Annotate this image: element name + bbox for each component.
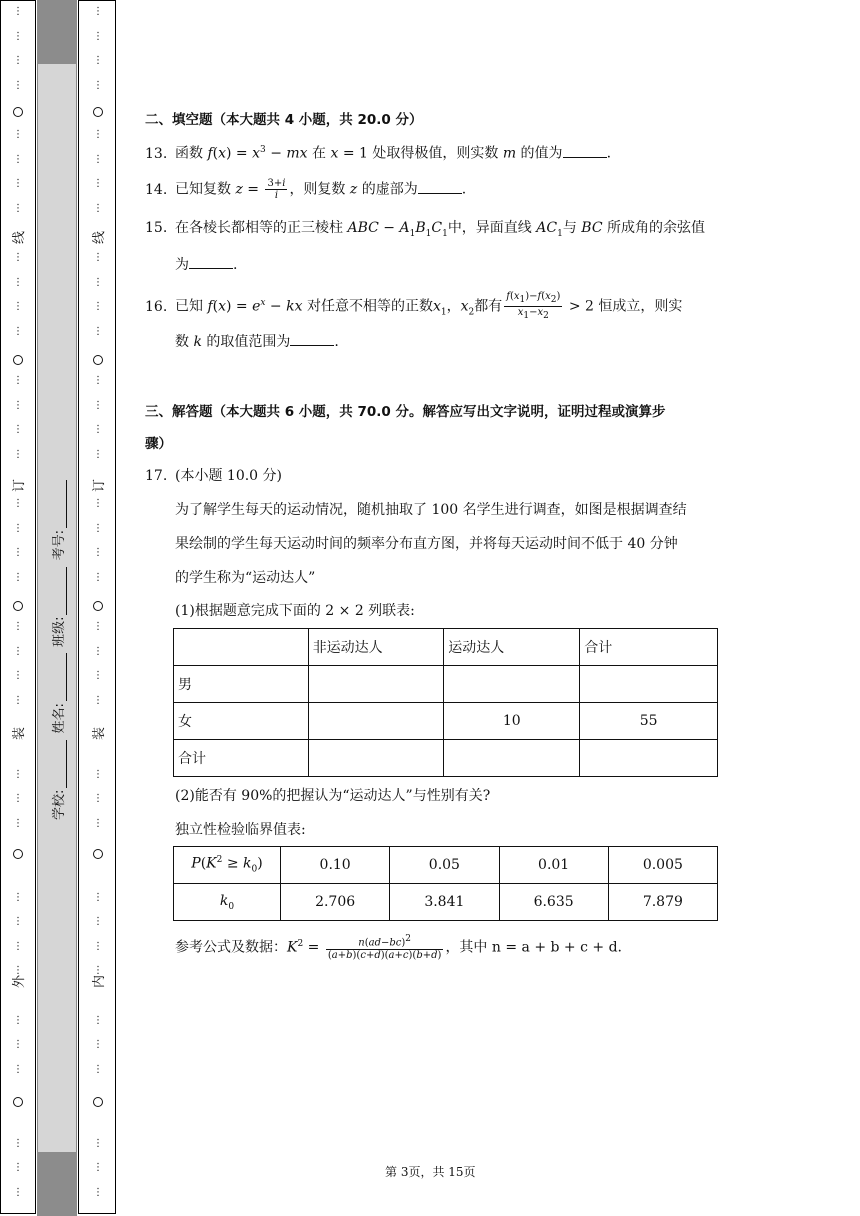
outer-circle-mark (13, 601, 23, 611)
inner-dot-divider: ⋮ (93, 793, 103, 805)
outer-dot-divider: ⋮ (13, 301, 23, 313)
inner-circle-mark (93, 107, 103, 117)
q17-intro-line3: 的学生称为“运动达人” (175, 570, 316, 586)
question-16: 16. 已知 $f(x) = e^x$ − kx 对任意不相等的正数$x_1$，$x_2$都有 $\frac{f(x_1)-f(x_2)}{x_1-x_2}$ > 2 恒成立，则实 (145, 291, 683, 321)
outer-dot-divider: ⋮ (13, 768, 23, 780)
inner-dot-divider: ⋮ (93, 252, 103, 263)
inner-dot-divider: ⋮ (93, 694, 103, 706)
question-16-cont: 数 k 的取值范围为 . (175, 331, 339, 352)
inner-circle-mark (93, 849, 103, 859)
outer-dot-divider: ⋮ (13, 424, 23, 436)
outer-dot-divider: ⋮ (13, 325, 23, 337)
outer-dot-divider: ⋮ (13, 153, 23, 165)
table-cell (444, 740, 580, 777)
table-cell: 55 (580, 703, 718, 740)
q17-part1: (1)根据题意完成下面的 2 × 2 列联表: (175, 603, 415, 619)
crit-cell: 7.879 (608, 884, 717, 921)
inner-dot-divider: ⋮ (93, 153, 103, 165)
outer-seal-char: 订 (12, 478, 28, 493)
inner-dot-divider: ⋮ (93, 6, 103, 17)
binding-margin (0, 0, 118, 1216)
inner-dot-divider: ⋮ (93, 965, 103, 977)
student-info-fields (44, 390, 70, 820)
crit-cell: 3.841 (390, 884, 499, 921)
crit-row1-label: $P(K^2 \ge k_0)$ (174, 847, 281, 884)
inner-dot-divider: ⋮ (93, 30, 103, 42)
outer-dot-divider: ⋮ (13, 129, 23, 140)
outer-dot-divider: ⋮ (13, 571, 23, 583)
crit-cell: 0.10 (281, 847, 390, 884)
table-cell: 合计 (580, 629, 718, 666)
inner-dot-divider: ⋮ (93, 325, 103, 337)
inner-dot-divider: ⋮ (93, 621, 103, 632)
inner-dot-divider: ⋮ (93, 448, 103, 460)
outer-dot-divider: ⋮ (13, 965, 23, 977)
outer-dot-divider: ⋮ (13, 55, 23, 67)
question-14: 14. 已知复数 z = $\frac{3+i}{i}$ ，则复数 z 的虚部为 . (145, 178, 467, 201)
critical-value-label: 独立性检验临界值表: (175, 822, 306, 838)
inner-circle-mark (93, 1097, 103, 1107)
inner-seal-char: 线 (92, 230, 108, 245)
outer-dot-divider: ⋮ (13, 30, 23, 42)
section2-title: 二、填空题（本大题共 4 小题，共 20.0 分） (145, 112, 423, 128)
question-13: 13. 函数 $f(x) = x^3$ − mx 在 x = 1 处取得极值，则实数 m 的值为 . (145, 140, 611, 164)
inner-dot-divider: ⋮ (93, 571, 103, 583)
crit-cell: 6.635 (499, 884, 608, 921)
outer-dot-divider: ⋮ (13, 522, 23, 534)
band-cap-top (37, 0, 77, 64)
question-15-cont: 为 . (175, 254, 237, 275)
outer-dot-divider: ⋮ (13, 1137, 23, 1149)
outer-seal-char: 线 (12, 230, 28, 245)
inner-seal-char: 订 (92, 478, 108, 493)
table-cell: 男 (174, 666, 309, 703)
outer-dot-divider: ⋮ (13, 1186, 23, 1198)
table-cell (174, 629, 309, 666)
table-cell: 10 (444, 703, 580, 740)
outer-dot-divider: ⋮ (13, 498, 23, 509)
table-cell (308, 666, 444, 703)
inner-seal-char: 装 (92, 726, 108, 741)
outer-dot-divider: ⋮ (13, 1162, 23, 1174)
outer-dot-divider: ⋮ (13, 79, 23, 91)
inner-dot-divider: ⋮ (93, 768, 103, 780)
question-15: 15. 在各棱长都相等的正三棱柱 ABC − $A_1B_1C_1$中，异面直线 $AC_1$与 BC 所成角的余弦值 (145, 220, 705, 239)
table-cell (444, 666, 580, 703)
table-row (174, 666, 718, 703)
contingency-table (173, 628, 718, 777)
outer-circle-mark (13, 849, 23, 859)
name-label: 姓名: (52, 703, 67, 734)
crit-row2-label: $k_0$ (174, 884, 281, 921)
reference-formula: 参考公式及数据：$K^2$ = $\frac{n(ad-bc)^2}{(a+b)(c+d)(a+c)(b+d)}$ ，其中 n = a + b + c + d. (175, 934, 622, 961)
table-cell: 非运动达人 (308, 629, 444, 666)
outer-dot-divider: ⋮ (13, 1063, 23, 1075)
outer-dot-divider: ⋮ (13, 916, 23, 928)
section3-title-cont: 骤） (145, 436, 172, 452)
inner-circle-mark (93, 355, 103, 365)
critical-value-table (173, 846, 718, 921)
inner-dot-divider: ⋮ (93, 940, 103, 952)
crit-cell: 0.05 (390, 847, 499, 884)
table-cell: 合计 (174, 740, 309, 777)
q17-intro-line1: 为了解学生每天的运动情况，随机抽取了 100 名学生进行调查，如图是根据调查结 (175, 502, 687, 518)
outer-dot-divider: ⋮ (13, 793, 23, 805)
table-cell (308, 740, 444, 777)
outer-circle-mark (13, 107, 23, 117)
crit-cell: 2.706 (281, 884, 390, 921)
inner-dot-divider: ⋮ (93, 129, 103, 140)
inner-dot-divider: ⋮ (93, 547, 103, 559)
outer-dot-divider: ⋮ (13, 1039, 23, 1051)
table-cell: 女 (174, 703, 309, 740)
inner-dot-divider: ⋮ (93, 276, 103, 288)
inner-dot-divider: ⋮ (93, 79, 103, 91)
inner-dot-divider: ⋮ (93, 498, 103, 509)
outer-dot-divider: ⋮ (13, 6, 23, 17)
outer-dot-divider: ⋮ (13, 1014, 23, 1026)
exam-no-label: 考号: (52, 530, 67, 561)
outer-dot-divider: ⋮ (13, 940, 23, 952)
inner-dot-divider: ⋮ (93, 1063, 103, 1075)
inner-dot-divider: ⋮ (93, 375, 103, 386)
inner-dot-divider: ⋮ (93, 178, 103, 190)
table-cell (308, 703, 444, 740)
inner-circle-mark (93, 601, 103, 611)
inner-dot-divider: ⋮ (93, 522, 103, 534)
section3-title: 三、解答题（本大题共 6 小题，共 70.0 分。解答应写出文字说明，证明过程或演算步 (145, 404, 666, 420)
crit-cell: 0.005 (608, 847, 717, 884)
outer-seal-char: 外 (12, 974, 28, 989)
school-label: 学校: (52, 789, 67, 820)
outer-dot-divider: ⋮ (13, 645, 23, 657)
inner-dot-divider: ⋮ (93, 670, 103, 682)
table-cell (580, 740, 718, 777)
table-cell (580, 666, 718, 703)
inner-seal-char: 内 (92, 974, 108, 989)
q17-intro-line2: 果绘制的学生每天运动时间的频率分布直方图，并将每天运动时间不低于 40 分钟 (175, 536, 678, 552)
inner-dot-divider: ⋮ (93, 1186, 103, 1198)
outer-dot-divider: ⋮ (13, 276, 23, 288)
outer-dot-divider: ⋮ (13, 178, 23, 190)
crit-cell: 0.01 (499, 847, 608, 884)
inner-dot-divider: ⋮ (93, 424, 103, 436)
outer-dot-divider: ⋮ (13, 399, 23, 411)
inner-dot-divider: ⋮ (93, 399, 103, 411)
outer-dot-divider: ⋮ (13, 202, 23, 214)
outer-dot-divider: ⋮ (13, 448, 23, 460)
outer-dot-divider: ⋮ (13, 621, 23, 632)
table-row (174, 740, 718, 777)
inner-dot-divider: ⋮ (93, 55, 103, 67)
outer-dot-divider: ⋮ (13, 375, 23, 386)
outer-dot-divider: ⋮ (13, 891, 23, 903)
outer-dot-divider: ⋮ (13, 670, 23, 682)
outer-dot-divider: ⋮ (13, 817, 23, 829)
table-header-row (174, 629, 718, 666)
outer-dot-divider: ⋮ (13, 694, 23, 706)
inner-dot-divider: ⋮ (93, 817, 103, 829)
table-cell: 运动达人 (444, 629, 580, 666)
class-label: 班级: (52, 616, 67, 647)
inner-dot-divider: ⋮ (93, 1014, 103, 1026)
table-row (174, 703, 718, 740)
outer-circle-mark (13, 1097, 23, 1107)
outer-dot-divider: ⋮ (13, 547, 23, 559)
inner-dot-divider: ⋮ (93, 1039, 103, 1051)
inner-dot-divider: ⋮ (93, 202, 103, 214)
page-footer: 第 3页，共 15页 (385, 1165, 476, 1179)
inner-dot-divider: ⋮ (93, 1137, 103, 1149)
inner-dot-divider: ⋮ (93, 1162, 103, 1174)
outer-dot-divider: ⋮ (13, 252, 23, 263)
band-cap-bottom (37, 1152, 77, 1216)
q17-part2: (2)能否有 90%的把握认为“运动达人”与性别有关? (175, 788, 491, 804)
inner-dot-divider: ⋮ (93, 645, 103, 657)
inner-dot-divider: ⋮ (93, 891, 103, 903)
outer-seal-char: 装 (12, 726, 28, 741)
outer-circle-mark (13, 355, 23, 365)
question-17-header: 17. (本小题 10.0 分) (145, 468, 282, 484)
inner-dot-divider: ⋮ (93, 301, 103, 313)
inner-dot-divider: ⋮ (93, 916, 103, 928)
